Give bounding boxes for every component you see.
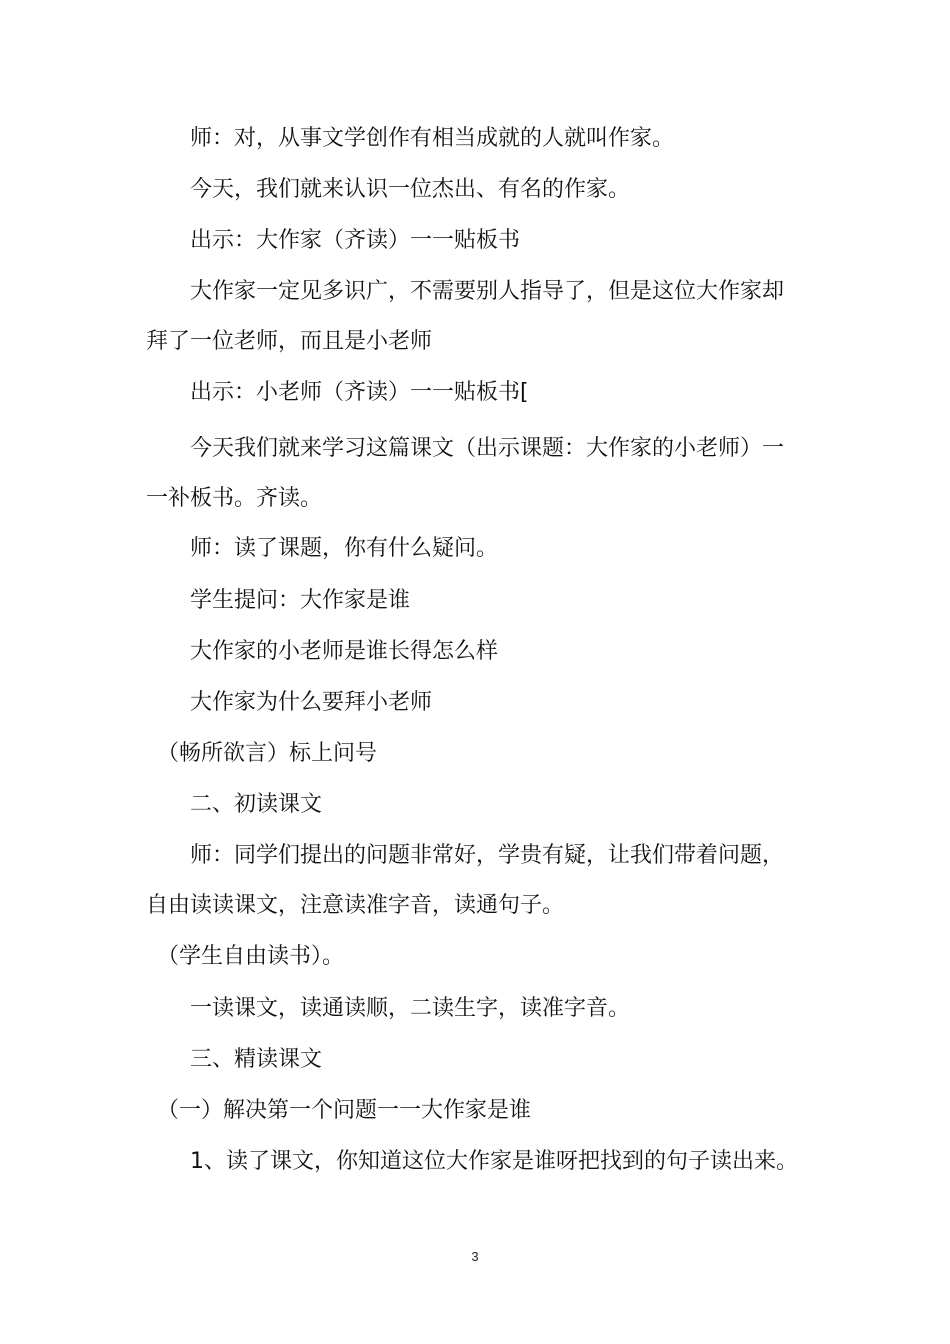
paragraph-11 xyxy=(146,729,816,779)
paragraph-10 xyxy=(146,678,816,728)
paragraph-line: （畅所欲言）标上问号 xyxy=(146,741,378,766)
paragraph-line: 自由读读课文，注意读准字音，读通句子。 xyxy=(146,893,565,918)
paragraph-line: 师：同学们提出的问题非常好，学贵有疑，让我们带着问题， xyxy=(146,843,785,868)
paragraph-line: （一）解决第一个问题一一大作家是谁 xyxy=(146,1098,532,1123)
paragraph-line: 师：读了课题，你有什么疑问。 xyxy=(146,536,499,561)
paragraph-line: 拜了一位老师，而且是小老师 xyxy=(146,329,433,354)
paragraph-13 xyxy=(146,831,816,931)
paragraph-line: 二、初读课文 xyxy=(146,792,323,817)
paragraph-16 xyxy=(146,1035,816,1085)
paragraph-2 xyxy=(146,165,816,215)
paragraph-line: 师：对，从事文学创作有相当成就的人就叫作家。 xyxy=(146,126,675,151)
paragraph-line: 大作家为什么要拜小老师 xyxy=(146,690,433,715)
page-number: 3 xyxy=(471,1249,479,1264)
paragraph-12 xyxy=(146,780,816,830)
paragraph-line: 大作家的小老师是谁长得怎么样 xyxy=(146,639,499,664)
paragraph-line: 大作家一定见多识广，不需要别人指导了，但是这位大作家却 xyxy=(146,279,785,304)
paragraph-line: 出示：小老师（齐读）一一贴板书[ xyxy=(146,380,529,405)
paragraph-17 xyxy=(146,1086,816,1136)
paragraph-5 xyxy=(146,368,816,418)
paragraph-line: 1、读了课文，你知道这位大作家是谁呀把找到的句子读出来。 xyxy=(146,1149,798,1174)
paragraph-1 xyxy=(146,114,816,164)
paragraph-line: 今天我们就来学习这篇课文（出示课题：大作家的小老师）一 xyxy=(146,436,785,461)
paragraph-3 xyxy=(146,216,816,266)
paragraph-line: 学生提问：大作家是谁 xyxy=(146,588,411,613)
paragraph-7 xyxy=(146,524,816,574)
paragraph-line: 一补板书。齐读。 xyxy=(146,486,323,511)
paragraph-14 xyxy=(146,932,816,982)
paragraph-line: （学生自由读书）。 xyxy=(146,944,345,969)
paragraph-9 xyxy=(146,627,816,677)
paragraph-6 xyxy=(146,424,816,524)
paragraph-4 xyxy=(146,267,816,367)
paragraph-15 xyxy=(146,984,816,1034)
paragraph-line: 出示：大作家（齐读）一一贴板书 xyxy=(146,228,521,253)
paragraph-line: 一读课文，读通读顺，二读生字，读准字音。 xyxy=(146,996,631,1021)
paragraph-8 xyxy=(146,576,816,626)
paragraph-line: 今天，我们就来认识一位杰出、有名的作家。 xyxy=(146,177,631,202)
paragraph-18 xyxy=(146,1137,816,1187)
paragraph-line: 三、精读课文 xyxy=(146,1047,323,1072)
